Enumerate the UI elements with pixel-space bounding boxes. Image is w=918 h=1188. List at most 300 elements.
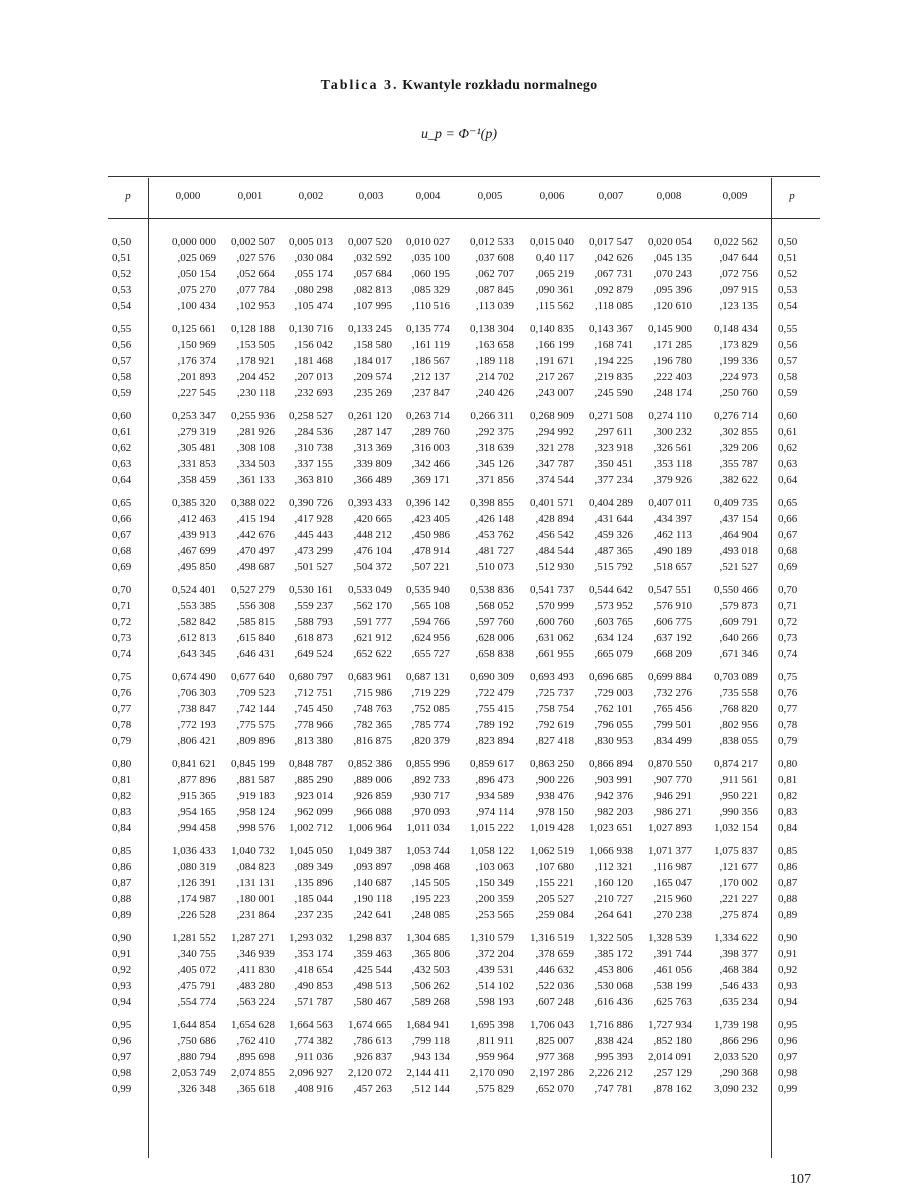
table-cell: ,105 474	[294, 299, 333, 312]
table-cell: ,121 677	[719, 860, 758, 873]
table-cell: 1,695 398	[470, 1019, 514, 1031]
table-cell: ,060 195	[411, 267, 450, 280]
table-cell: ,588 793	[294, 615, 333, 628]
table-cell: ,080 298	[294, 283, 333, 296]
table-cell: 0,276 714	[714, 410, 758, 422]
table-cell: ,446 632	[535, 963, 574, 976]
table-cell: ,205 527	[535, 892, 574, 905]
table-cell: ,966 088	[353, 805, 392, 818]
table-cell: ,457 263	[353, 1082, 392, 1095]
table-cell: ,470 497	[236, 544, 275, 557]
table-cell: ,331 853	[177, 457, 216, 470]
row-p-left: 0,74	[112, 647, 132, 660]
table-cell: ,467 699	[177, 544, 216, 557]
table-cell: 0,143 367	[589, 323, 633, 335]
header-rule	[108, 218, 820, 219]
table-cell: ,189 118	[475, 354, 514, 367]
table-cell: ,827 418	[535, 734, 574, 747]
table-cell: ,570 999	[535, 599, 574, 612]
table-cell: 3,090 232	[714, 1082, 758, 1095]
row-p-right: 0,86	[778, 860, 798, 873]
row-p-left: 0,68	[112, 544, 132, 557]
table-cell: ,990 356	[719, 805, 758, 818]
table-cell: ,792 619	[535, 718, 574, 731]
table-cell: ,640 266	[719, 631, 758, 644]
table-cell: ,950 221	[719, 789, 758, 802]
table-cell: ,347 787	[535, 457, 574, 470]
table-cell: 1,674 665	[348, 1019, 392, 1031]
row-p-left: 0,80	[112, 758, 132, 770]
table-cell: ,799 501	[653, 718, 692, 731]
table-cell: ,518 657	[653, 560, 692, 573]
table-cell: 0,874 217	[714, 758, 758, 770]
table-cell: 0,015 040	[530, 236, 574, 248]
table-cell: 0,138 304	[470, 323, 514, 335]
table-cell: ,150 349	[475, 876, 514, 889]
table-cell: ,911 036	[294, 1050, 333, 1063]
row-p-right: 0,59	[778, 386, 798, 399]
table-cell: ,725 737	[535, 686, 574, 699]
table-cell: ,487 365	[594, 544, 633, 557]
table-cell: ,946 291	[653, 789, 692, 802]
table-cell: ,665 079	[594, 647, 633, 660]
table-cell: 1,716 886	[589, 1019, 633, 1031]
table-cell: 1,062 519	[530, 845, 574, 857]
table-cell: ,318 639	[475, 441, 514, 454]
table-cell: ,237 847	[411, 386, 450, 399]
table-cell: ,453 762	[475, 528, 514, 541]
table-cell: 2,197 286	[530, 1066, 574, 1079]
row-p-left: 0,70	[112, 584, 132, 596]
table-cell: 0,530 161	[289, 584, 333, 596]
table-cell: ,098 468	[411, 860, 450, 873]
row-p-left: 0,73	[112, 631, 132, 644]
table-cell: 2,144 411	[406, 1066, 450, 1079]
table-cell: ,974 114	[475, 805, 514, 818]
row-p-right: 0,52	[778, 267, 798, 280]
table-cell: ,350 451	[594, 457, 633, 470]
table-cell: ,126 391	[177, 876, 216, 889]
table-cell: ,270 238	[653, 908, 692, 921]
table-cell: ,579 873	[719, 599, 758, 612]
row-p-right: 0,66	[778, 512, 798, 525]
table-cell: ,830 953	[594, 734, 633, 747]
table-cell: ,668 209	[653, 647, 692, 660]
table-cell: 0,538 836	[470, 584, 514, 596]
table-cell: 0,409 735	[714, 497, 758, 509]
table-cell: ,047 644	[719, 251, 758, 264]
row-p-left: 0,93	[112, 979, 132, 992]
table-cell: ,597 760	[475, 615, 514, 628]
table-cell: 1,664 563	[289, 1019, 333, 1031]
table-cell: ,646 431	[236, 647, 275, 660]
table-cell: ,377 234	[594, 473, 633, 486]
table-cell: ,591 777	[353, 615, 392, 628]
table-cell: ,556 308	[236, 599, 275, 612]
table-cell: 0,852 386	[348, 758, 392, 770]
table-cell: ,369 171	[411, 473, 450, 486]
table-cell: ,279 319	[177, 425, 216, 438]
table-cell: ,559 237	[294, 599, 333, 612]
table-cell: ,514 102	[475, 979, 514, 992]
table-cell: ,816 875	[353, 734, 392, 747]
row-p-left: 0,56	[112, 338, 132, 351]
table-cell: ,243 007	[535, 386, 574, 399]
table-cell: ,070 243	[653, 267, 692, 280]
table-cell: ,090 361	[535, 283, 574, 296]
table-cell: 0,140 835	[530, 323, 574, 335]
table-cell: ,789 192	[475, 718, 514, 731]
table-cell: 0,40 117	[535, 251, 574, 264]
table-cell: ,934 589	[475, 789, 514, 802]
table-cell: ,923 014	[294, 789, 333, 802]
row-p-left: 0,94	[112, 995, 132, 1008]
row-p-left: 0,90	[112, 932, 132, 944]
table-cell: ,484 544	[535, 544, 574, 557]
table-cell: ,371 856	[475, 473, 514, 486]
table-cell: 0,401 571	[530, 497, 574, 509]
table-cell: ,926 837	[353, 1050, 392, 1063]
row-p-right: 0,72	[778, 615, 798, 628]
table-cell: ,476 104	[353, 544, 392, 557]
row-p-right: 0,55	[778, 323, 798, 335]
row-p-left: 0,55	[112, 323, 132, 335]
table-cell: 1,015 222	[470, 821, 514, 834]
table-cell: ,087 845	[475, 283, 514, 296]
table-cell: ,762 410	[236, 1034, 275, 1047]
table-cell: ,065 219	[535, 267, 574, 280]
table-cell: ,938 476	[535, 789, 574, 802]
table-cell: ,180 001	[236, 892, 275, 905]
table-cell: 1,040 732	[231, 845, 275, 857]
table-cell: 0,000 000	[172, 236, 216, 248]
table-cell: ,140 687	[353, 876, 392, 889]
table-cell: 0,699 884	[648, 671, 692, 683]
table-cell: ,042 626	[594, 251, 633, 264]
table-cell: ,423 405	[411, 512, 450, 525]
table-cell: 0,535 940	[406, 584, 450, 596]
table-cell: ,102 953	[236, 299, 275, 312]
table-cell: ,515 792	[594, 560, 633, 573]
table-cell: 0,690 309	[470, 671, 514, 683]
table-cell: ,214 702	[475, 370, 514, 383]
table-cell: ,885 290	[294, 773, 333, 786]
table-cell: ,643 345	[177, 647, 216, 660]
table-cell: ,219 835	[594, 370, 633, 383]
table-cell: 0,125 661	[172, 323, 216, 335]
table-cell: 0,547 551	[648, 584, 692, 596]
table-cell: ,895 698	[236, 1050, 275, 1063]
table-cell: ,297 611	[594, 425, 633, 438]
row-p-right: 0,98	[778, 1066, 798, 1079]
table-cell: 1,036 433	[172, 845, 216, 857]
row-p-right: 0,73	[778, 631, 798, 644]
table-cell: ,107 680	[535, 860, 574, 873]
table-cell: ,732 276	[653, 686, 692, 699]
table-cell: ,468 384	[719, 963, 758, 976]
table-cell: ,062 707	[475, 267, 514, 280]
table-cell: ,919 183	[236, 789, 275, 802]
table-cell: ,445 443	[294, 528, 333, 541]
table-cell: 0,674 490	[172, 671, 216, 683]
table-cell: ,448 212	[353, 528, 392, 541]
table-cell: ,245 590	[594, 386, 633, 399]
table-cell: ,231 864	[236, 908, 275, 921]
row-p-right: 0,51	[778, 251, 798, 264]
row-p-right: 0,77	[778, 702, 798, 715]
table-cell: ,161 119	[411, 338, 450, 351]
table-cell: ,456 542	[535, 528, 574, 541]
table-cell: 1,006 964	[348, 821, 392, 834]
table-cell: ,671 346	[719, 647, 758, 660]
table-cell: ,224 973	[719, 370, 758, 383]
table-cell: ,408 916	[294, 1082, 333, 1095]
table-cell: ,745 450	[294, 702, 333, 715]
table-cell: 0,541 737	[530, 584, 574, 596]
row-p-left: 0,84	[112, 821, 132, 834]
header-column: 0,005	[477, 190, 503, 202]
table-cell: ,878 162	[653, 1082, 692, 1095]
table-cell: ,035 100	[411, 251, 450, 264]
table-cell: ,353 118	[653, 457, 692, 470]
table-cell: 0,020 054	[648, 236, 692, 248]
table-cell: ,075 270	[177, 283, 216, 296]
table-cell: 0,274 110	[648, 410, 692, 422]
row-p-left: 0,99	[112, 1082, 132, 1095]
table-cell: ,490 189	[653, 544, 692, 557]
table-cell: 0,017 547	[589, 236, 633, 248]
table-cell: ,580 467	[353, 995, 392, 1008]
table-cell: ,729 003	[594, 686, 633, 699]
table-cell: ,738 847	[177, 702, 216, 715]
table-cell: ,185 044	[294, 892, 333, 905]
table-cell: ,834 499	[653, 734, 692, 747]
table-cell: ,346 939	[236, 947, 275, 960]
table-cell: ,625 763	[653, 995, 692, 1008]
table-cell: ,709 523	[236, 686, 275, 699]
table-cell: 0,407 011	[648, 497, 692, 509]
table-cell: ,123 135	[719, 299, 758, 312]
table-cell: 0,148 434	[714, 323, 758, 335]
table-cell: ,417 928	[294, 512, 333, 525]
table-cell: ,652 070	[535, 1082, 574, 1095]
table-cell: ,432 503	[411, 963, 450, 976]
table-cell: ,866 296	[719, 1034, 758, 1047]
table-cell: ,158 580	[353, 338, 392, 351]
table-cell: 0,845 199	[231, 758, 275, 770]
table-cell: ,217 267	[535, 370, 574, 383]
table-cell: ,635 234	[719, 995, 758, 1008]
row-p-right: 0,84	[778, 821, 798, 834]
table-cell: ,103 063	[475, 860, 514, 873]
row-p-left: 0,98	[112, 1066, 132, 1079]
table-cell: 0,687 131	[406, 671, 450, 683]
row-p-right: 0,71	[778, 599, 798, 612]
right-column-rule	[771, 178, 772, 1158]
table-cell: ,434 397	[653, 512, 692, 525]
table-cell: ,275 874	[719, 908, 758, 921]
table-cell: ,365 806	[411, 947, 450, 960]
table-cell: ,082 813	[353, 283, 392, 296]
table-cell: ,896 473	[475, 773, 514, 786]
table-cell: 1,032 154	[714, 821, 758, 834]
table-cell: ,501 527	[294, 560, 333, 573]
table-cell: 1,066 938	[589, 845, 633, 857]
table-cell: 1,002 712	[289, 821, 333, 834]
table-cell: ,655 727	[411, 647, 450, 660]
table-cell: ,722 479	[475, 686, 514, 699]
row-p-left: 0,92	[112, 963, 132, 976]
table-cell: ,977 368	[535, 1050, 574, 1063]
table-cell: ,215 960	[653, 892, 692, 905]
table-cell: ,715 986	[353, 686, 392, 699]
table-cell: ,478 914	[411, 544, 450, 557]
row-p-left: 0,61	[112, 425, 132, 438]
table-cell: ,168 741	[594, 338, 633, 351]
header-column: 0,003	[358, 190, 384, 202]
table-cell: ,242 641	[353, 908, 392, 921]
table-cell: ,748 763	[353, 702, 392, 715]
table-cell: ,607 248	[535, 995, 574, 1008]
table-cell: ,911 561	[719, 773, 758, 786]
table-cell: ,621 912	[353, 631, 392, 644]
table-cell: 0,859 617	[470, 758, 514, 770]
table-cell: ,473 299	[294, 544, 333, 557]
table-cell: ,631 062	[535, 631, 574, 644]
table-cell: ,067 731	[594, 267, 633, 280]
table-cell: ,998 576	[236, 821, 275, 834]
table-cell: ,120 610	[653, 299, 692, 312]
header-column: 0,002	[298, 190, 324, 202]
table-cell: ,253 565	[475, 908, 514, 921]
row-p-left: 0,91	[112, 947, 132, 960]
row-p-right: 0,50	[778, 236, 798, 248]
table-cell: ,281 926	[236, 425, 275, 438]
table-cell: ,112 321	[594, 860, 633, 873]
table-cell: ,415 194	[236, 512, 275, 525]
table-cell: ,195 223	[411, 892, 450, 905]
table-cell: ,802 956	[719, 718, 758, 731]
table-cell: ,522 036	[535, 979, 574, 992]
table-cell: 1,049 387	[348, 845, 392, 857]
table-cell: ,289 760	[411, 425, 450, 438]
row-p-right: 0,93	[778, 979, 798, 992]
table-cell: ,284 536	[294, 425, 333, 438]
table-cell: ,379 926	[653, 473, 692, 486]
table-cell: ,145 505	[411, 876, 450, 889]
table-cell: 0,385 320	[172, 497, 216, 509]
table-cell: ,200 359	[475, 892, 514, 905]
table-cell: 0,870 550	[648, 758, 692, 770]
table-cell: ,986 271	[653, 805, 692, 818]
row-p-left: 0,97	[112, 1050, 132, 1063]
table-cell: 2,226 212	[589, 1066, 633, 1079]
table-cell: ,326 348	[177, 1082, 216, 1095]
table-cell: ,204 452	[236, 370, 275, 383]
table-cell: 1,334 622	[714, 932, 758, 944]
row-p-right: 0,58	[778, 370, 798, 383]
table-cell: ,461 056	[653, 963, 692, 976]
table-cell: 2,120 072	[348, 1066, 392, 1079]
table-cell: ,498 687	[236, 560, 275, 573]
table-cell: ,735 558	[719, 686, 758, 699]
table-cell: ,191 671	[535, 354, 574, 367]
table-cell: 1,316 519	[530, 932, 574, 944]
table-cell: ,493 018	[719, 544, 758, 557]
row-p-left: 0,79	[112, 734, 132, 747]
row-p-right: 0,79	[778, 734, 798, 747]
table-cell: ,194 225	[594, 354, 633, 367]
table-cell: 0,680 797	[289, 671, 333, 683]
table-cell: ,530 068	[594, 979, 633, 992]
row-p-left: 0,57	[112, 354, 132, 367]
row-p-left: 0,65	[112, 497, 132, 509]
table-cell: ,345 126	[475, 457, 514, 470]
table-cell: ,171 285	[653, 338, 692, 351]
table-cell: ,363 810	[294, 473, 333, 486]
table-cell: 0,388 022	[231, 497, 275, 509]
row-p-right: 0,82	[778, 789, 798, 802]
table-cell: ,615 840	[236, 631, 275, 644]
table-cell: 1,654 628	[231, 1019, 275, 1031]
table-cell: ,585 815	[236, 615, 275, 628]
row-p-right: 0,89	[778, 908, 798, 921]
table-cell: ,994 458	[177, 821, 216, 834]
table-cell: ,742 144	[236, 702, 275, 715]
row-p-right: 0,57	[778, 354, 798, 367]
table-cell: ,603 765	[594, 615, 633, 628]
header-column: 0,008	[656, 190, 682, 202]
table-cell: ,775 575	[236, 718, 275, 731]
table-cell: ,852 180	[653, 1034, 692, 1047]
table-cell: ,606 775	[653, 615, 692, 628]
table-cell: ,624 956	[411, 631, 450, 644]
table-cell: 0,266 311	[470, 410, 514, 422]
table-cell: 0,005 013	[289, 236, 333, 248]
table-cell: ,184 017	[353, 354, 392, 367]
row-p-right: 0,99	[778, 1082, 798, 1095]
table-cell: ,439 913	[177, 528, 216, 541]
table-cell: ,118 085	[594, 299, 633, 312]
table-title-prefix: Tablica 3.	[320, 78, 399, 93]
table-cell: ,459 326	[594, 528, 633, 541]
row-p-right: 0,81	[778, 773, 798, 786]
table-cell: ,411 830	[236, 963, 275, 976]
row-p-right: 0,53	[778, 283, 798, 296]
table-cell: ,378 659	[535, 947, 574, 960]
header-column: 0,009	[722, 190, 748, 202]
table-cell: ,563 224	[236, 995, 275, 1008]
table-cell: ,308 108	[236, 441, 275, 454]
page-number: 107	[790, 1172, 811, 1187]
table-cell: ,521 527	[719, 560, 758, 573]
table-cell: 1,011 034	[406, 821, 450, 834]
table-cell: 0,696 685	[589, 671, 633, 683]
table-cell: ,462 113	[653, 528, 692, 541]
row-p-left: 0,69	[112, 560, 132, 573]
table-cell: ,190 118	[353, 892, 392, 905]
table-cell: ,768 820	[719, 702, 758, 715]
table-cell: 0,703 089	[714, 671, 758, 683]
table-cell: 0,130 716	[289, 323, 333, 335]
table-cell: 0,263 714	[406, 410, 450, 422]
table-cell: ,050 154	[177, 267, 216, 280]
table-cell: ,809 896	[236, 734, 275, 747]
table-cell: ,573 952	[594, 599, 633, 612]
table-cell: ,481 727	[475, 544, 514, 557]
table-cell: ,825 007	[535, 1034, 574, 1047]
table-cell: ,264 641	[594, 908, 633, 921]
